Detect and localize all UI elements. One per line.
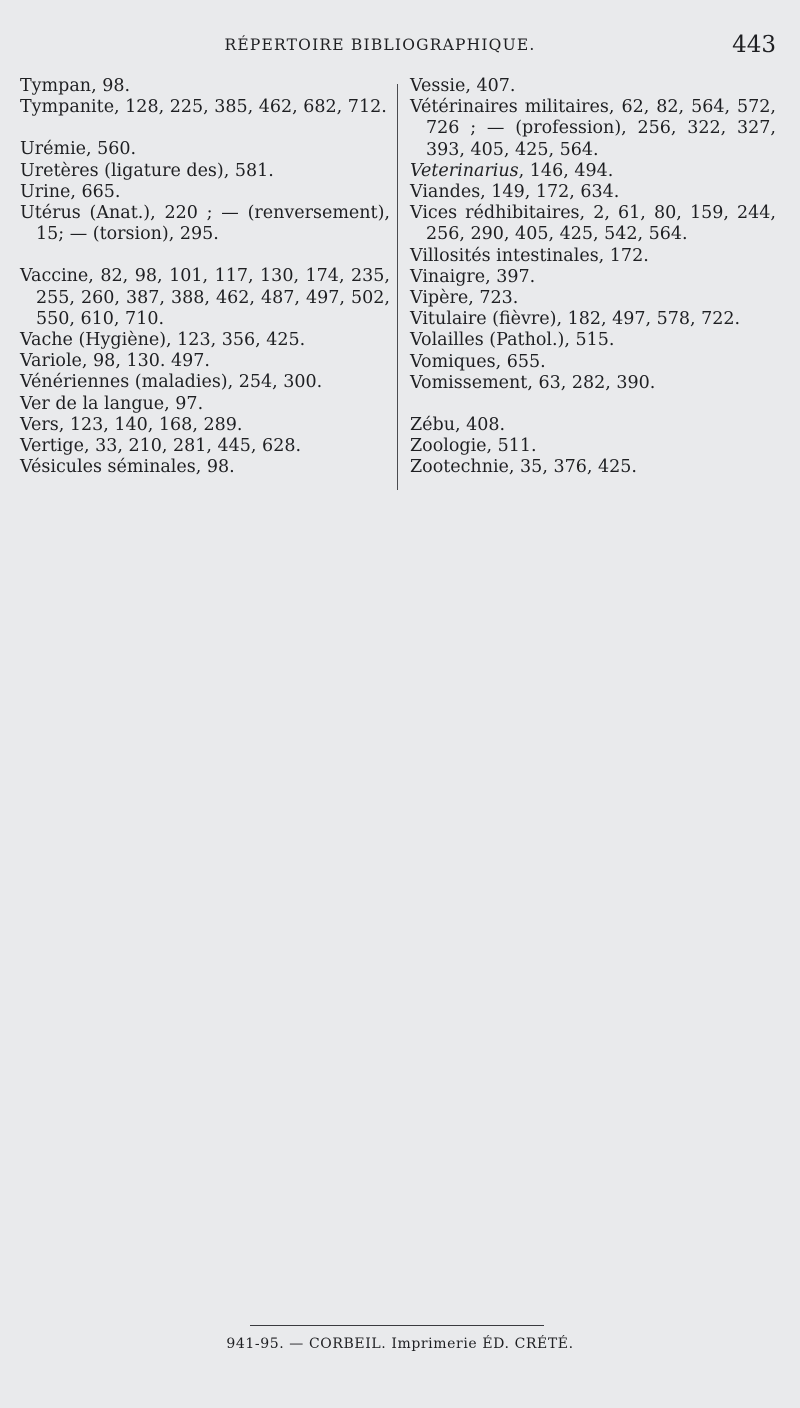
- index-term: Veterinarius: [410, 160, 519, 181]
- page-references: , 62, 82, 564, 572, 726 ; — (profession), 256, 322, 327, 393, 405, 425, 564.: [426, 97, 776, 160]
- column-divider: [397, 84, 398, 490]
- index-term: Vers: [20, 414, 59, 435]
- index-column-left: [20, 76, 390, 478]
- index-term: Volailles (Pathol.): [410, 330, 565, 351]
- page-header: [0, 32, 800, 68]
- index-entry: [20, 372, 390, 393]
- footer-rule: [250, 1325, 544, 1326]
- index-term: Vésicules séminales: [20, 457, 196, 478]
- page-references: , 655.: [495, 351, 546, 372]
- index-entry: [410, 330, 776, 351]
- page-references: , 182, 497, 578, 722.: [556, 309, 741, 330]
- index-term: Urémie: [20, 139, 87, 160]
- page-references: , 665.: [70, 181, 121, 202]
- index-entry: [20, 266, 390, 330]
- page-references: , 220 ; — (renversement), 15; — (torsion), 295.: [36, 203, 390, 245]
- index-term: Vache (Hygiène): [20, 330, 167, 351]
- page-references: , 397.: [485, 266, 536, 287]
- index-entry: [410, 76, 776, 97]
- printer-imprint: 941-95. — CORBEIL. Imprimerie ÉD. CRÉTÉ.: [226, 1336, 574, 1352]
- page-number: 443: [732, 32, 776, 58]
- index-term: Vitulaire (fièvre): [410, 309, 557, 330]
- page-references: , 123, 140, 168, 289.: [58, 414, 243, 435]
- index-entry: [410, 309, 776, 330]
- index-term: Vénériennes (maladies): [20, 372, 228, 393]
- entry-group-gap: [410, 394, 776, 415]
- page-references: , 511.: [486, 436, 537, 457]
- index-entry: [20, 394, 390, 415]
- index-entry: [20, 330, 390, 351]
- index-term: Vessie: [410, 76, 466, 96]
- page-references: , 254, 300.: [227, 372, 323, 393]
- page-references: , 146, 494.: [518, 160, 614, 181]
- page-references: , 560.: [86, 139, 137, 160]
- index-entry: [410, 415, 776, 436]
- index-term: Tympanite: [20, 97, 115, 118]
- index-entry: [410, 267, 776, 288]
- index-term: Vertige: [20, 436, 84, 457]
- index-term: Zébu: [410, 415, 455, 436]
- index-entry: [410, 373, 776, 394]
- page-references: , 2, 61, 80, 159, 244, 256, 290, 405, 425, 542, 564.: [426, 203, 776, 245]
- index-entry: [20, 161, 390, 182]
- index-entry: [20, 97, 390, 118]
- index-entry: [20, 457, 390, 478]
- index-entry: [410, 246, 776, 267]
- page-references: , 98.: [91, 76, 131, 96]
- index-term: Viandes: [410, 182, 481, 203]
- index-term: Villosités intestinales: [410, 245, 599, 266]
- page-references: , 33, 210, 281, 445, 628.: [83, 436, 302, 457]
- page-references: , 172.: [598, 245, 649, 266]
- index-term: Vices rédhibitaires: [410, 203, 580, 224]
- index-entry: [410, 352, 776, 373]
- index-entry: [410, 182, 776, 203]
- running-title: RÉPERTOIRE BIBLIOGRAPHIQUE.: [224, 36, 536, 54]
- index-entry: [410, 161, 776, 182]
- index-term: Tympan: [20, 76, 92, 96]
- page-references: , 98, 130. 497.: [81, 351, 210, 372]
- page-references: , 407.: [465, 76, 516, 96]
- index-entry: [410, 436, 776, 457]
- index-term: Vipère: [410, 288, 469, 309]
- index-entry: [20, 351, 390, 372]
- entry-group-gap: [20, 245, 390, 266]
- index-entry: [20, 436, 390, 457]
- page-references: , 149, 172, 634.: [480, 182, 620, 203]
- index-term: Variole: [20, 351, 82, 372]
- index-entry: [20, 76, 390, 97]
- page-references: , 63, 282, 390.: [527, 372, 656, 393]
- index-column-right: [410, 76, 776, 479]
- page-references: , 35, 376, 425.: [508, 457, 637, 478]
- page-references: , 82, 98, 101, 117, 130, 174, 235, 255, 260, 387, 388, 462, 487, 497, 502, 550, 610, 710.: [36, 266, 390, 329]
- page-references: , 723.: [468, 288, 519, 309]
- index-term: Utérus (Anat.): [20, 203, 151, 224]
- index-entry: [20, 182, 390, 203]
- index-entry: [410, 203, 776, 245]
- page-references: , 98.: [195, 457, 235, 478]
- index-entry: [410, 288, 776, 309]
- page-references: , 581.: [223, 160, 274, 181]
- index-term: Vaccine: [20, 266, 89, 287]
- index-term: Zoologie: [410, 436, 487, 457]
- page-references: , 408.: [455, 415, 506, 436]
- index-term: Vinaigre: [410, 266, 486, 287]
- page-references: , 123, 356, 425.: [166, 330, 306, 351]
- index-term: Uretères (ligature des): [20, 160, 224, 181]
- index-entry: [410, 457, 776, 478]
- index-entry: [20, 415, 390, 436]
- index-entry: [410, 97, 776, 161]
- index-term: Urine: [20, 181, 71, 202]
- entry-group-gap: [20, 118, 390, 139]
- page-references: , 515.: [564, 330, 615, 351]
- index-term: Zootechnie: [410, 457, 509, 478]
- page-references: , 97.: [164, 393, 204, 414]
- index-term: Ver de la langue: [20, 393, 165, 414]
- index-term: Vétérinaires militaires: [410, 97, 609, 118]
- index-term: Vomiques: [410, 351, 496, 372]
- index-entry: [20, 203, 390, 245]
- index-term: Vomissement: [410, 372, 528, 393]
- page-references: , 128, 225, 385, 462, 682, 712.: [114, 97, 387, 118]
- index-entry: [20, 139, 390, 160]
